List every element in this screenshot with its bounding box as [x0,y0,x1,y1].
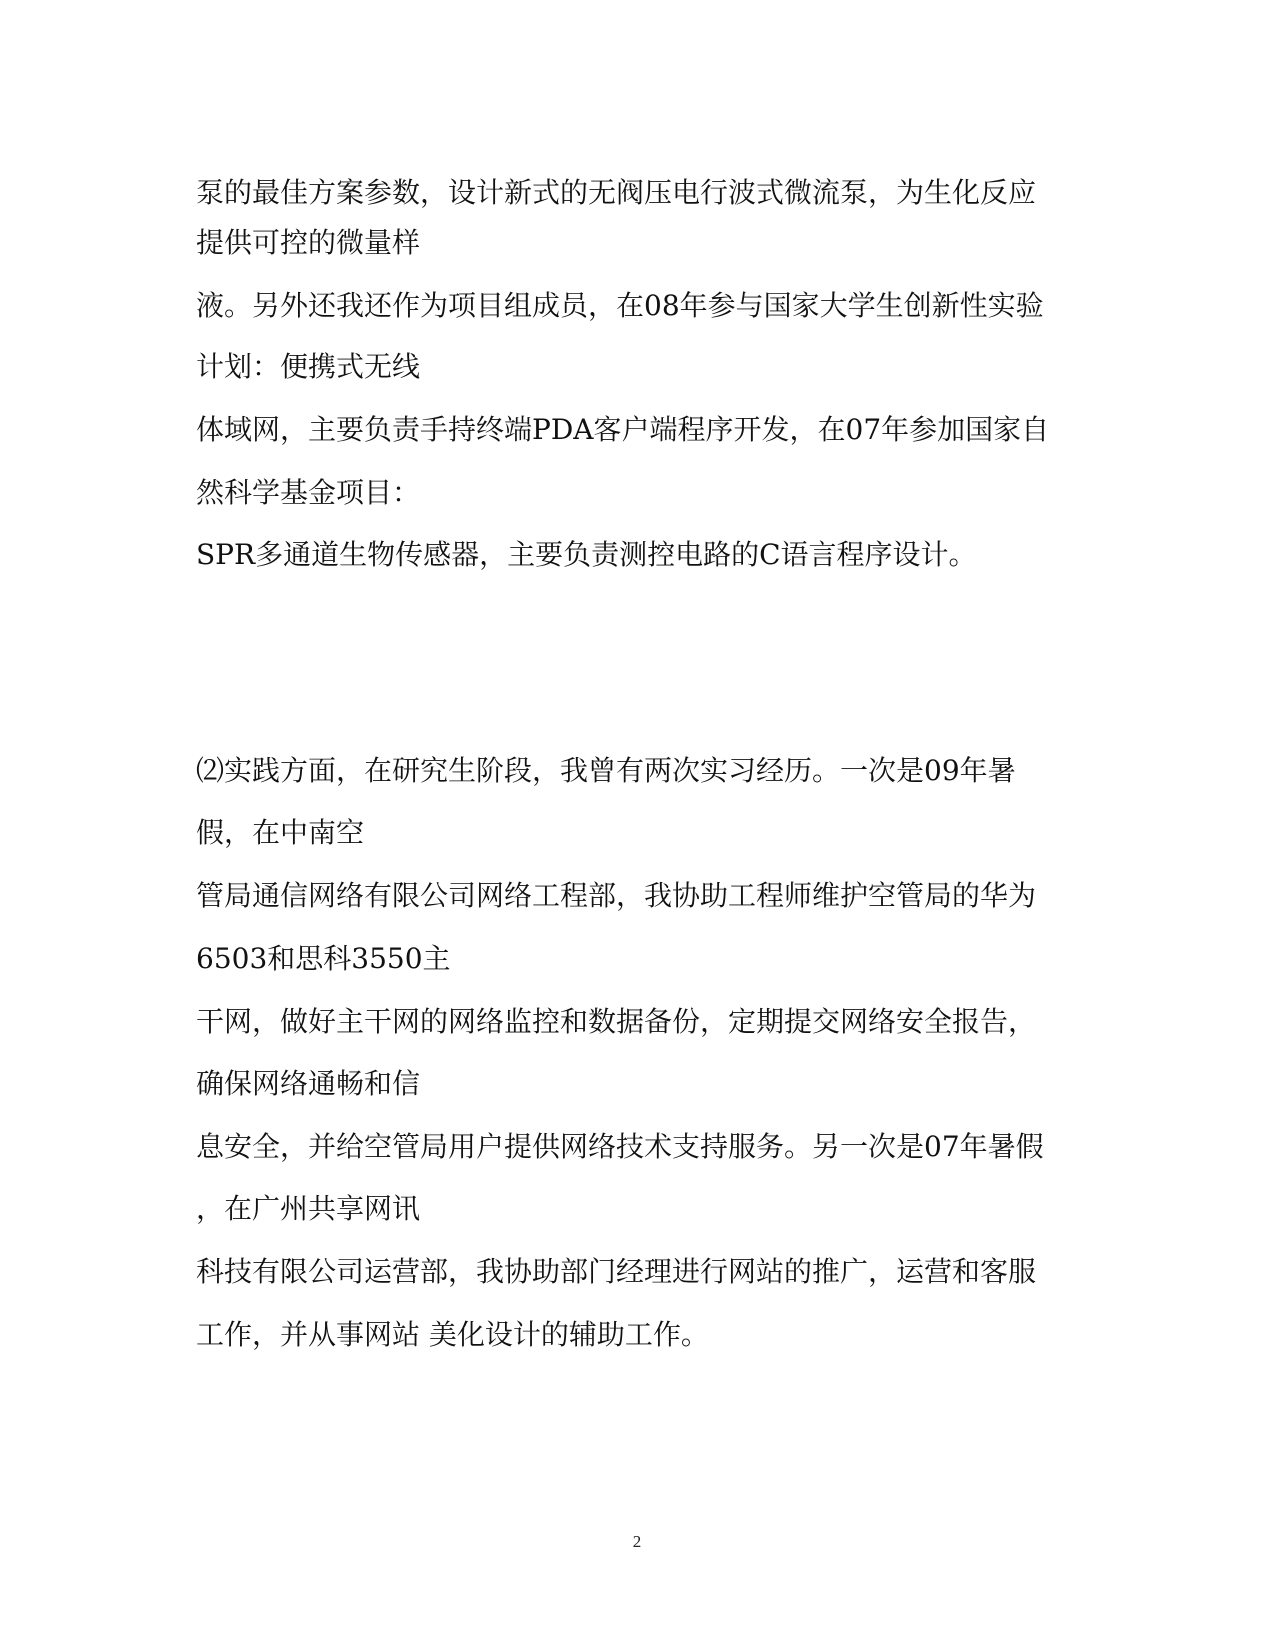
text-line: SPR多通道生物传感器，主要负责测控电路的C语言程序设计。 [196,538,977,571]
text-line: ，在广州共享网讯 [196,1192,421,1225]
text-line: 计划：便携式无线 [196,350,421,383]
text-line: 提供可控的微量样 [196,226,421,259]
text-line: ⑵实践方面，在研究生阶段，我曾有两次实习经历。一次是09年暑 [196,754,1016,787]
text-line: 科技有限公司运营部，我协助部门经理进行网站的推广，运营和客服 [196,1255,1037,1288]
text-line: 息安全，并给空管局用户提供网络技术支持服务。另一次是07年暑假 [196,1130,1044,1163]
text-line: 管局通信网络有限公司网络工程部，我协助工程师维护空管局的华为 [196,879,1037,912]
text-line: 液。另外还我还作为项目组成员，在08年参与国家大学生创新性实验 [196,289,1044,322]
text-line: 6503和思科3550主 [196,942,451,975]
text-line: 确保网络通畅和信 [196,1067,421,1100]
text-line: 工作，并从事网站 美化设计的辅助工作。 [196,1318,709,1351]
text-line: 然科学基金项目： [196,476,421,509]
text-line: 泵的最佳方案参数，设计新式的无阀压电行波式微流泵，为生化反应 [196,176,1037,209]
text-line: 体域网，主要负责手持终端PDA客户端程序开发，在07年参加国家自 [196,413,1050,446]
text-line: 假，在中南空 [196,816,365,849]
page-number: 2 [632,1532,642,1551]
text-line: 干网，做好主干网的网络监控和数据备份，定期提交网络安全报告， [196,1005,1037,1038]
